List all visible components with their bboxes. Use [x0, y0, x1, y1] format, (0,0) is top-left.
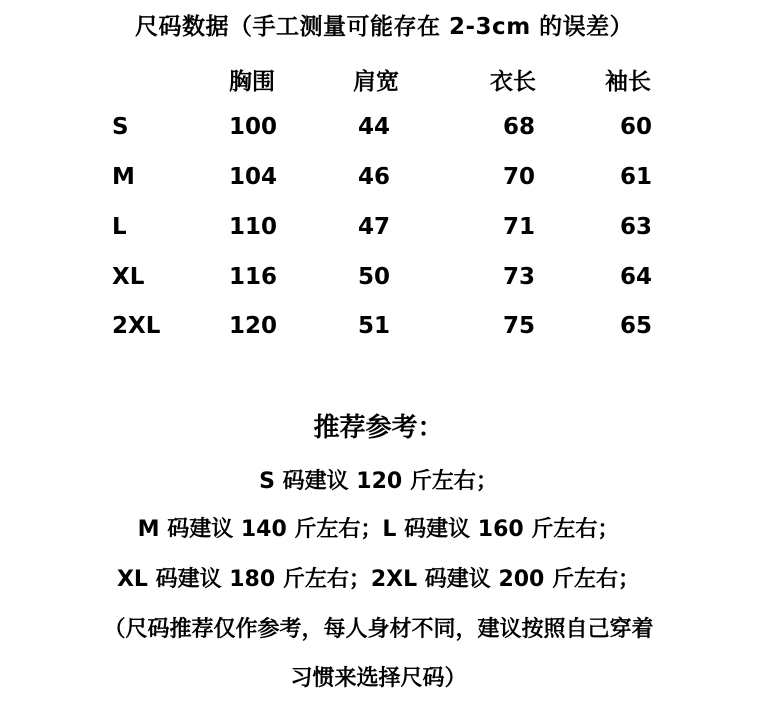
chest-value: 120: [229, 313, 278, 339]
sleeve-value: 60: [620, 114, 653, 140]
sleeve-value: 63: [620, 214, 653, 240]
recommendation-line: XL 码建议 180 斤左右；2XL 码建议 200 斤左右；: [116, 567, 641, 592]
recommendation-line: S 码建议 120 斤左右；: [259, 469, 498, 494]
chest-value: 104: [229, 164, 278, 190]
length-value: 75: [503, 313, 536, 339]
size-label: XL: [112, 264, 145, 290]
chest-value: 100: [229, 114, 278, 140]
size-label: S: [112, 114, 129, 140]
header-sleeve: 袖长: [605, 69, 651, 95]
header-length: 衣长: [490, 69, 536, 95]
length-value: 73: [503, 264, 536, 290]
chest-value: 110: [229, 214, 278, 240]
size-label: L: [112, 214, 127, 240]
header-shoulder: 肩宽: [353, 69, 399, 95]
length-value: 70: [503, 164, 536, 190]
shoulder-value: 50: [358, 264, 391, 290]
size-label: 2XL: [112, 313, 161, 339]
length-value: 71: [503, 214, 536, 240]
shoulder-value: 44: [358, 114, 391, 140]
header-chest: 胸围: [229, 69, 275, 95]
recommendation-note: 习惯来选择尺码）: [290, 666, 467, 691]
recommendation-line: M 码建议 140 斤左右；L 码建议 160 斤左右；: [137, 517, 620, 542]
sleeve-value: 61: [620, 164, 653, 190]
size-label: M: [112, 164, 135, 190]
sleeve-value: 65: [620, 313, 653, 339]
shoulder-value: 47: [358, 214, 391, 240]
recommendation-title: 推荐参考：: [313, 413, 444, 443]
page-title: 尺码数据（手工测量可能存在 2-3cm 的误差）: [135, 14, 634, 40]
recommendation-note: （尺码推荐仅作参考，每人身材不同，建议按照自己穿着: [103, 617, 654, 642]
sleeve-value: 64: [620, 264, 653, 290]
shoulder-value: 51: [358, 313, 391, 339]
chest-value: 116: [229, 264, 278, 290]
length-value: 68: [503, 114, 536, 140]
shoulder-value: 46: [358, 164, 391, 190]
